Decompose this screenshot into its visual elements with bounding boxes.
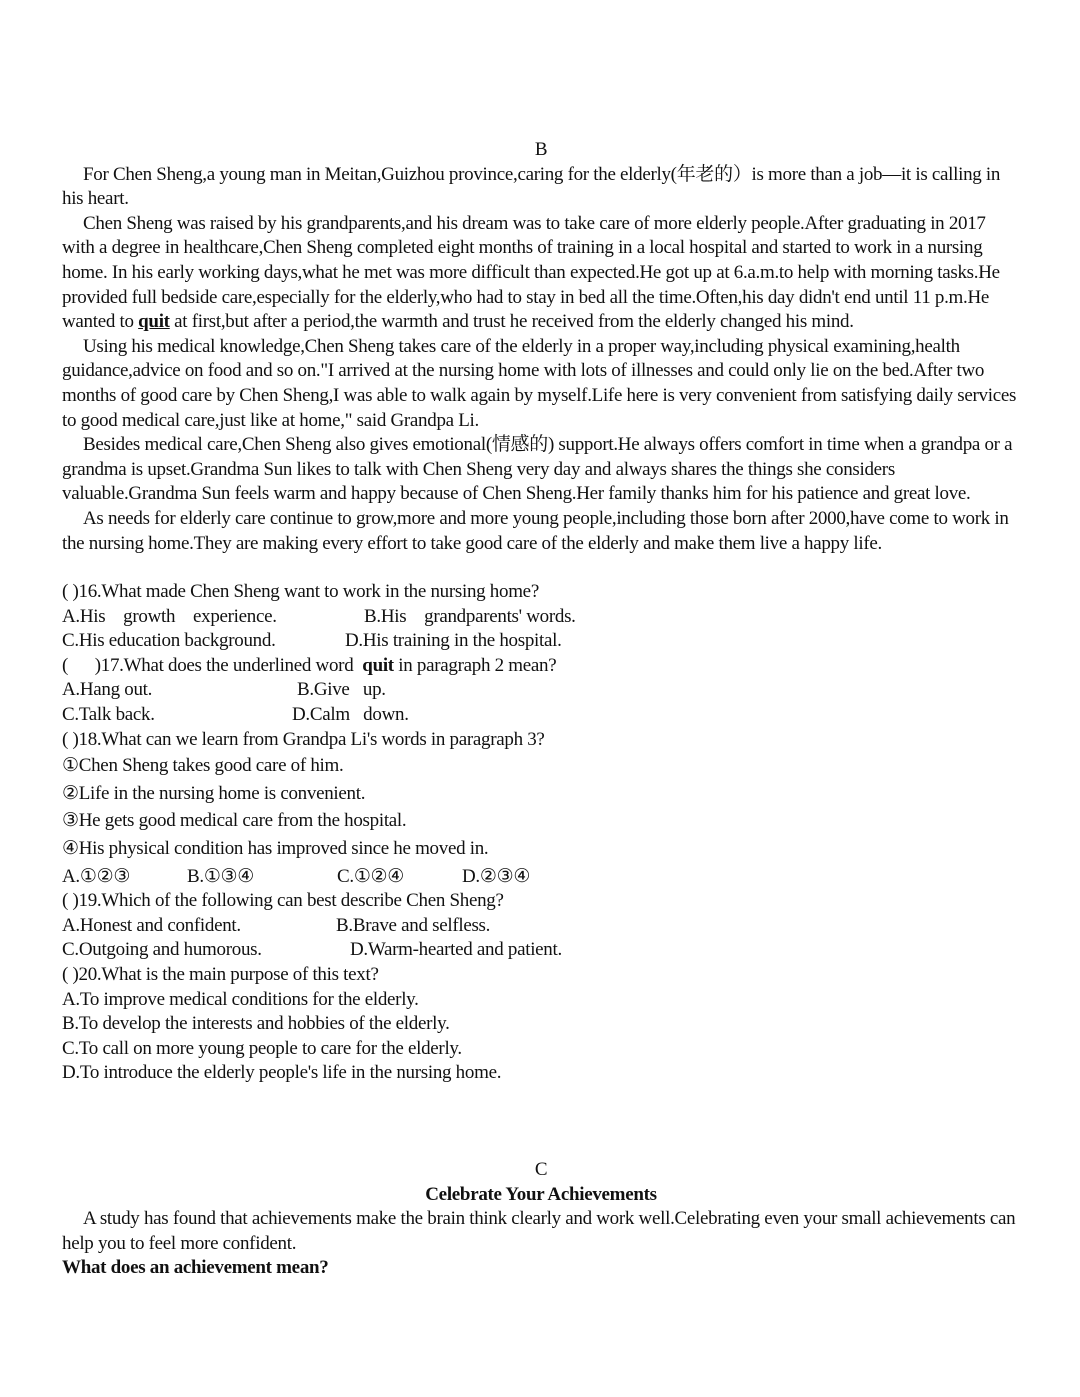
question-20 [62, 963, 1020, 1086]
question-16-stem: ( )16.What made Chen Sheng want to work in the nursing home? [62, 581, 539, 603]
question-19-option-a[interactable]: A.Honest and confident. [62, 914, 241, 936]
question-19-option-d[interactable]: D.Warm-hearted and patient. [350, 939, 562, 961]
question-17-option-d[interactable]: D.Calm down. [292, 704, 409, 726]
question-19 [62, 889, 1020, 963]
question-20-option-b[interactable]: B.To develop the interests and hobbies of the elderly. [62, 1013, 450, 1035]
question-17-option-a[interactable]: A.Hang out. [62, 679, 153, 701]
question-19-options-row-1 [62, 914, 1020, 939]
section-b-paragraph-2 [62, 212, 1020, 335]
section-b-paragraph-5: As needs for elderly care continue to grow,more and more young people,including those born after 2000,have come to work in the nursing home.They are making every effort to take good care of the elderly and make them live a happy life. [62, 507, 1009, 554]
question-18-stem: ( )18.What can we learn from Grandpa Li's words in paragraph 3? [62, 728, 545, 750]
question-18-option-d[interactable]: D.②③④ [462, 865, 531, 887]
question-17-options-row-2 [62, 703, 1020, 728]
question-19-options-row-2 [62, 938, 1020, 963]
question-17-stem-after: in paragraph 2 mean? [393, 654, 557, 676]
question-20-option-c[interactable]: C.To call on more young people to care for the elderly. [62, 1037, 462, 1059]
question-17-stem [62, 654, 1020, 679]
question-18-statement-4: ④His physical condition has improved since he moved in. [62, 838, 489, 860]
section-c-letter: C [534, 1158, 548, 1180]
question-19-option-c[interactable]: C.Outgoing and humorous. [62, 939, 262, 961]
question-18-option-a[interactable]: A.①②③ [62, 865, 131, 887]
question-20-option-d[interactable]: D.To introduce the elderly people's life in the nursing home. [62, 1062, 502, 1084]
section-b-paragraph-4: Besides medical care,Chen Sheng also gives emotional(情感的) support.He always offers comfort in time when a grandpa or a grandma is upset.Grandma Sun likes to talk with Chen Sheng very day and always shares the things she considers valuable.Grandma Sun feels warm and happy because of Chen Sheng.Her family thanks him for his patience and great love. [62, 434, 1013, 505]
question-16-option-b[interactable]: B.His grandparents' words. [364, 605, 576, 627]
paragraph-2-text-after: at first,but after a period,the warmth and trust he received from the elderly changed his mind. [169, 311, 854, 333]
worksheet-page [62, 138, 1020, 1281]
underlined-word-quit: quit [138, 311, 170, 333]
question-16-option-c[interactable]: C.His education background. [62, 630, 276, 652]
section-b-letter: B [534, 139, 548, 160]
question-17-option-c[interactable]: C.Talk back. [62, 704, 155, 726]
question-17-stem-word: quit [362, 654, 394, 676]
section-c-heading: What does an achievement mean? [62, 1257, 329, 1279]
question-17-options-row-1 [62, 678, 1020, 703]
question-16-options-row-2 [62, 629, 1020, 654]
question-17-stem-before: ( )17.What does the underlined word [62, 654, 363, 676]
question-20-option-a[interactable]: A.To improve medical conditions for the elderly. [62, 988, 419, 1010]
question-18-option-b[interactable]: B.①③④ [187, 865, 255, 887]
question-17-option-b[interactable]: B.Give up. [297, 679, 386, 701]
question-19-option-b[interactable]: B.Brave and selfless. [336, 914, 491, 936]
paragraph-2-text-before: Chen Sheng was raised by his grandparents,and his dream was to take care of more elderly people.After graduating in 2017 with a degree in healthcare,Chen Sheng completed eight months of training in a local hospital and started to work in a nursing home. In his early working days,what he met was more difficult than expected.He got up at 6.a.m.to help with morning tasks.He provided full bedside care,especially for the elderly,who had to stay in bed all the time.Often,his day didn't end until 11 p.m.He wanted to [62, 212, 1000, 333]
question-18-statement-3: ③He gets good medical care from the hospital. [62, 810, 407, 832]
question-19-stem: ( )19.Which of the following can best describe Chen Sheng? [62, 890, 504, 912]
section-b-paragraph-1: For Chen Sheng,a young man in Meitan,Guizhou province,caring for the elderly(年老的）is more than a job—it is calling in his heart. [62, 163, 1001, 210]
question-18-option-c[interactable]: C.①②④ [337, 865, 405, 887]
question-16-option-a[interactable]: A.His growth experience. [62, 605, 277, 627]
question-18-statement-1: ①Chen Sheng takes good care of him. [62, 755, 344, 777]
question-18 [62, 728, 1020, 890]
section-c-title: Celebrate Your Achievements [425, 1183, 657, 1205]
section-c-paragraph-1: A study has found that achievements make the brain think clearly and work well.Celebrating even your small achievements can help you to feel more confident. [62, 1208, 1016, 1254]
question-18-options-row [62, 865, 1020, 890]
question-16-options-row-1 [62, 605, 1020, 630]
question-16-option-d[interactable]: D.His training in the hospital. [345, 630, 562, 652]
question-20-stem: ( )20.What is the main purpose of this text? [62, 964, 379, 985]
question-18-statement-2: ②Life in the nursing home is convenient. [62, 782, 366, 804]
question-17 [62, 654, 1020, 728]
question-16 [62, 580, 1020, 654]
section-b-paragraph-3: Using his medical knowledge,Chen Sheng takes care of the elderly in a proper way,including physical examining,health guidance,advice on food and so on."I arrived at the nursing home with lots of illnesses and could only lie on the bed.After two months of good care by Chen Sheng,I was able to walk again by myself.Life here is very convenient from satisfying daily services to good medical care,just like at home," said Grandpa Li. [62, 335, 1017, 431]
